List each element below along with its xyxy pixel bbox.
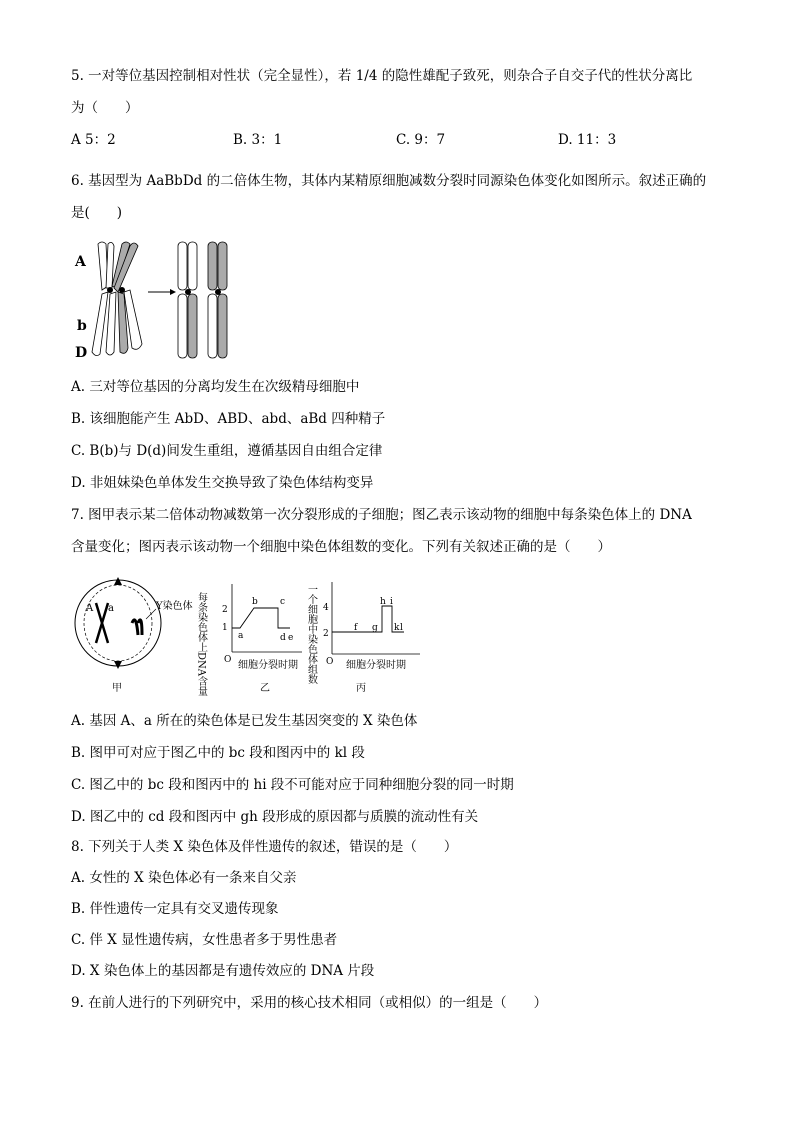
- centrosome-bottom: [114, 661, 122, 669]
- bing-point-l: l: [400, 623, 403, 633]
- q8-option-d: D. X 染色体上的基因都是有遗传效应的 DNA 片段: [71, 963, 375, 979]
- bing-point-i: i: [390, 597, 393, 607]
- q7-option-a: A. 基因 A、a 所在的染色体是已发生基因突变的 X 染色体: [71, 713, 418, 729]
- yi-tick-1: 1: [222, 623, 228, 633]
- bing-xlabel: 细胞分裂时期: [346, 660, 406, 671]
- yi-point-d: d: [280, 633, 286, 643]
- q7-stem-line2: 含量变化；图丙表示该动物一个细胞中染色体组数的变化。下列有关叙述正确的是（ ）: [71, 539, 611, 555]
- q8-option-c: C. 伴 X 显性遗传病，女性患者多于男性患者: [71, 932, 338, 948]
- caption-bing: 丙: [356, 683, 366, 694]
- centromere-2: [119, 287, 125, 293]
- figure-bing-chart: [305, 578, 428, 698]
- q5-stem-line1: 5. 一对等位基因控制相对性状（完全显性），若 1/4 的隐性雄配子致死，则杂合子自交子代的性状分离比: [71, 68, 693, 84]
- gene-label-big-a: A: [86, 603, 94, 614]
- bing-point-f: f: [354, 623, 358, 633]
- q7-stem-line1: 7. 图甲表示某二倍体动物减数第一次分裂形成的子细胞；图乙表示该动物的细胞中每条染色体上的 DNA: [71, 507, 692, 523]
- chromatid-after-2: [188, 242, 197, 290]
- centrosome-top: [114, 577, 122, 585]
- bing-point-k: k: [394, 623, 400, 633]
- chromosome-y: [132, 620, 142, 635]
- yi-tick-2: 2: [222, 605, 228, 615]
- arrow-head-icon: [170, 289, 176, 295]
- yi-line: [232, 608, 290, 628]
- centromere-3: [185, 289, 191, 295]
- yi-origin: O: [224, 655, 232, 665]
- chromatid-after-3: [178, 294, 187, 358]
- bing-point-h: h: [380, 597, 386, 607]
- bing-ylabel: 一个细胞中染色体组数: [305, 584, 317, 684]
- q7-option-b: B. 图甲可对应于图乙中的 bc 段和图丙中的 kl 段: [71, 745, 365, 761]
- bing-tick-2: 2: [323, 629, 329, 639]
- q6-option-c: C. B(b)与 D(d)间发生重组，遵循基因自由组合定律: [71, 443, 383, 459]
- gene-label-D: D: [75, 345, 88, 361]
- bing-tick-4: 4: [323, 603, 329, 613]
- q6-option-d: D. 非姐妹染色单体发生交换导致了染色体结构变异: [71, 475, 374, 491]
- chromatid-after-5: [208, 242, 217, 290]
- q8-option-a: A. 女性的 X 染色体必有一条来自父亲: [71, 870, 297, 886]
- q6-stem-line2: 是( ): [71, 205, 123, 221]
- chromosome-crossover-figure: [72, 236, 252, 366]
- yi-point-e: e: [288, 633, 294, 643]
- q6-stem-line1: 6. 基因型为 AaBbDd 的二倍体生物，其体内某精原细胞减数分裂时同源染色体变化如图所示。叙述正确的: [71, 173, 707, 189]
- q5-option-b: B. 3：1: [233, 132, 283, 148]
- chromatid-after-8: [218, 294, 227, 358]
- q7-option-c: C. 图乙中的 bc 段和图丙中的 hi 段不可能对应于同种细胞分裂的同一时期: [71, 777, 514, 793]
- chromatid-white-4: [106, 292, 116, 355]
- yi-xlabel: 细胞分裂时期: [238, 660, 298, 671]
- yi-ylabel: 每条染色体上DNA含量: [195, 592, 207, 696]
- q5-option-c: C. 9：7: [396, 132, 446, 148]
- q8-stem: 8. 下列关于人类 X 染色体及伴性遗传的叙述，错误的是（ ）: [71, 839, 458, 855]
- gene-label-b: b: [77, 318, 87, 334]
- yi-point-c: c: [280, 597, 286, 607]
- q5-option-d: D. 11：3: [558, 132, 617, 148]
- bing-point-g: g: [372, 623, 378, 633]
- q5-option-a: A 5：2: [71, 132, 116, 148]
- yi-point-b: b: [252, 597, 258, 607]
- q9-stem: 9. 在前人进行的下列研究中，采用的核心技术相同（或相似）的一组是（ ）: [71, 995, 548, 1011]
- y-chromosome-label: Y染色体: [156, 601, 193, 612]
- q6-option-b: B. 该细胞能产生 AbD、ABD、abd、aBd 四种精子: [71, 411, 386, 427]
- centromere-4: [215, 289, 221, 295]
- caption-jia: 甲: [112, 683, 122, 694]
- q8-option-b: B. 伴性遗传一定具有交叉遗传现象: [71, 901, 279, 917]
- y-pointer: [146, 609, 156, 619]
- gene-label-small-a: a: [108, 603, 114, 614]
- q7-option-d: D. 图乙中的 cd 段和图丙中 gh 段形成的原因都与质膜的流动性有关: [71, 809, 479, 825]
- caption-yi: 乙: [260, 683, 270, 694]
- q5-stem-line2: 为（ ）: [71, 100, 139, 116]
- chromatid-white-3: [92, 292, 108, 356]
- figure-yi-chart: [195, 578, 308, 698]
- chromatid-after-6: [218, 242, 227, 290]
- bing-origin: O: [326, 657, 334, 667]
- centromere-1: [107, 287, 113, 293]
- yi-point-a: a: [238, 631, 244, 641]
- chromatid-after-4: [188, 294, 197, 358]
- cell-membrane: [75, 580, 161, 666]
- chromatid-after-1: [178, 242, 187, 290]
- gene-label-A: A: [75, 254, 86, 270]
- q6-option-a: A. 三对等位基因的分离均发生在次级精母细胞中: [71, 379, 360, 395]
- figure-jia-cell: [70, 573, 210, 698]
- chromosome-a: [96, 603, 108, 643]
- chromatid-after-7: [208, 294, 217, 358]
